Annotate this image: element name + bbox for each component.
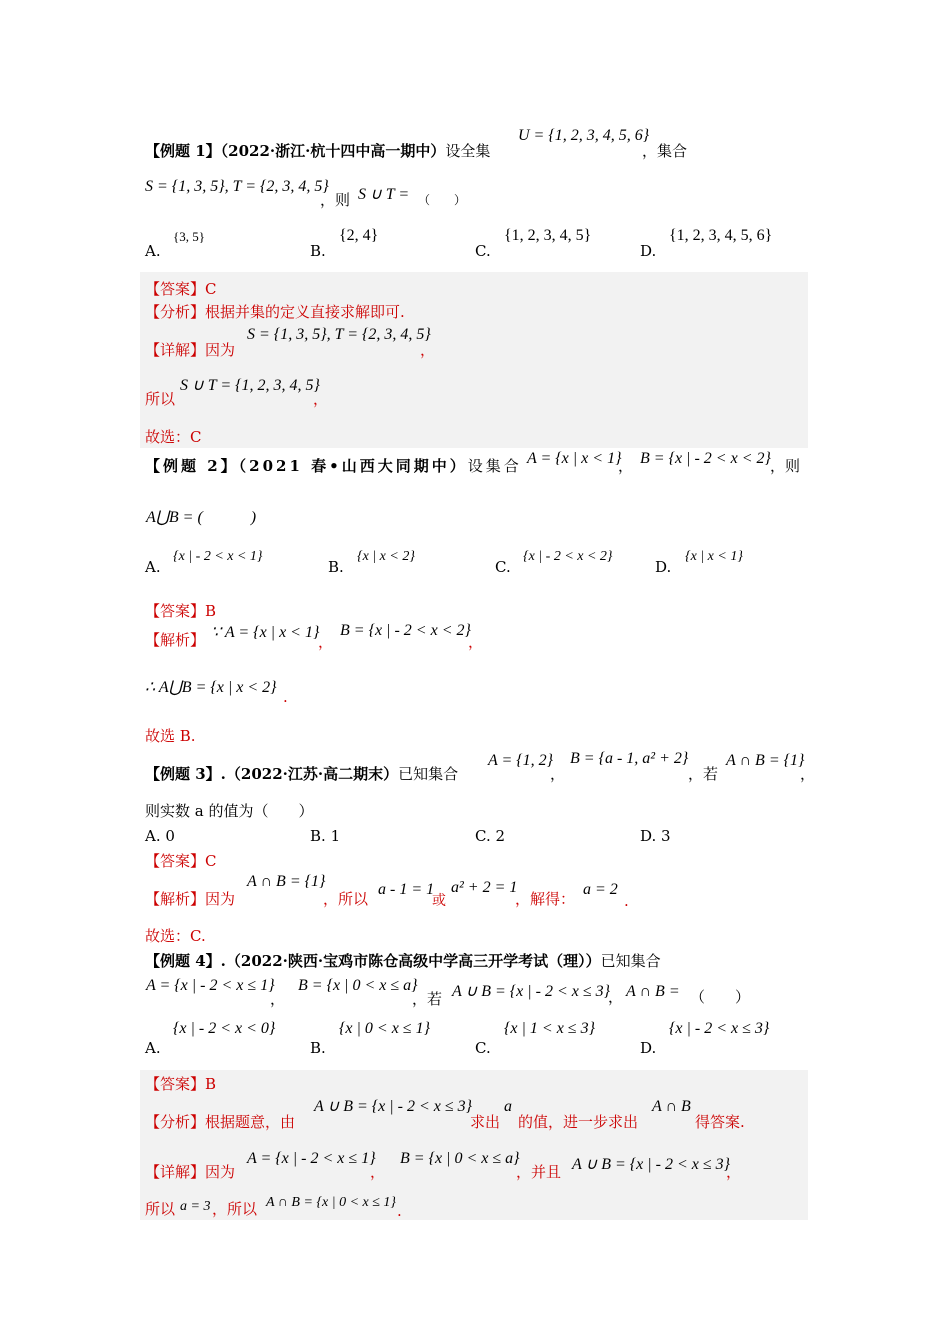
q3-lead: 已知集合 bbox=[398, 765, 459, 783]
q4-option-c-label: C. bbox=[475, 1039, 491, 1057]
q1-option-d-label: D. bbox=[640, 242, 657, 260]
q3-so: ，所以 bbox=[323, 890, 369, 908]
q3-header bbox=[145, 764, 458, 784]
q4-tag: 【例题 4】. bbox=[145, 952, 226, 970]
q3-cond: A ∩ B = {1} bbox=[726, 752, 805, 769]
q1-option-d: {1, 2, 3, 4, 5, 6} bbox=[669, 227, 773, 244]
q4-option-d: {x | - 2 < x ≤ 3} bbox=[669, 1020, 770, 1037]
q1-option-c-label: C. bbox=[475, 242, 491, 260]
q2-option-b-label: B. bbox=[328, 558, 344, 576]
q4-option-b: {x | 0 < x ≤ 1} bbox=[339, 1020, 430, 1037]
q2-option-a-label: A. bbox=[145, 558, 161, 576]
q2-header bbox=[145, 456, 522, 476]
q3-option-d-wrap bbox=[640, 826, 671, 846]
q2-jx-comma1: ， bbox=[318, 633, 334, 651]
q3-choose: 故选：C. bbox=[145, 927, 206, 945]
q2-jx-comma2: ， bbox=[468, 633, 484, 651]
q1-option-c: {1, 2, 3, 4, 5} bbox=[504, 227, 592, 244]
q2-jx-expr2: B = {x | - 2 < x < 2} bbox=[340, 622, 471, 639]
q4-so-label: 所以 bbox=[145, 1200, 176, 1218]
q4-paren: （ ） bbox=[690, 988, 751, 1006]
q4-detail-label: 【详解】因为 bbox=[145, 1163, 236, 1181]
q3-tag: 【例题 3】. bbox=[145, 765, 226, 783]
q3-source: （2022·江苏·高二期末） bbox=[225, 765, 399, 783]
q3-line2: 则实数 a 的值为（ ） bbox=[145, 802, 314, 820]
q1-choose: 故选：C bbox=[145, 428, 202, 446]
q4-header bbox=[145, 951, 661, 971]
q3-eq1: a - 1 = 1 bbox=[378, 881, 435, 898]
q4-so-res: A ∩ B = {x | 0 < x ≤ 1} bbox=[266, 1195, 397, 1210]
q4-so-a: a = 3 bbox=[180, 1199, 211, 1214]
q3-option-a-label: A. bbox=[145, 827, 161, 845]
q2-therefore: ∴ A⋃B = {x | x < 2} bbox=[145, 679, 277, 696]
q4-analysis-mid2: 的值，进一步求出 bbox=[518, 1113, 639, 1131]
q2-option-c: {x | - 2 < x < 2} bbox=[523, 549, 613, 564]
q1-lead: 设全集 bbox=[445, 142, 491, 160]
q3-res: a = 2 bbox=[583, 881, 618, 898]
q4-option-a: {x | - 2 < x < 0} bbox=[173, 1020, 276, 1037]
q3-if: ，若 bbox=[688, 765, 719, 783]
q3-set-a: A = {1, 2} bbox=[488, 752, 554, 769]
q1-so-label: 所以 bbox=[145, 390, 176, 408]
q3-comma2: ， bbox=[800, 765, 816, 783]
q3-option-b-label: B. bbox=[310, 827, 326, 845]
q1-header bbox=[145, 141, 490, 161]
q2-jx-label: 【解析】 bbox=[145, 631, 206, 649]
q1-analysis: 【分析】根据并集的定义直接求解即可. bbox=[145, 303, 405, 321]
q4-detail-comma: ， bbox=[370, 1163, 386, 1181]
q2-option-a: {x | - 2 < x < 1} bbox=[173, 549, 263, 564]
q4-option-a-label: A. bbox=[145, 1039, 161, 1057]
q3-option-b-wrap bbox=[310, 826, 340, 846]
q4-detail-union: A ∪ B = {x | - 2 < x ≤ 3} bbox=[572, 1156, 731, 1173]
q3-answer: 【答案】C bbox=[145, 852, 217, 870]
q2-set-b: B = {x | - 2 < x < 2} bbox=[640, 450, 771, 467]
q4-so-period: . bbox=[397, 1202, 402, 1220]
q3-option-c: 2 bbox=[495, 827, 506, 845]
q1-option-b: {2, 4} bbox=[339, 227, 379, 244]
q4-detail-comma2: ， bbox=[726, 1163, 742, 1181]
q1-paren: （ ） bbox=[418, 193, 467, 207]
q1-mid: ，集合 bbox=[642, 142, 688, 160]
q4-set-a: A = {x | - 2 < x ≤ 1} bbox=[146, 977, 275, 994]
q4-analysis-expr2: A ∩ B bbox=[652, 1098, 691, 1115]
q3-option-b: 1 bbox=[330, 827, 341, 845]
q3-or: 或 bbox=[432, 893, 446, 909]
q2-then: ，则 bbox=[770, 457, 801, 475]
q2-set-a: A = {x | x < 1} bbox=[527, 450, 622, 467]
q4-option-c: {x | 1 < x ≤ 3} bbox=[504, 1020, 595, 1037]
q4-set-b: B = {x | 0 < x ≤ a} bbox=[298, 977, 418, 994]
q4-option-d-label: D. bbox=[640, 1039, 657, 1057]
q2-comma: ， bbox=[618, 457, 634, 475]
q3-option-c-label: C. bbox=[475, 827, 491, 845]
q4-if: ，若 bbox=[412, 990, 443, 1008]
q4-expr: A ∩ B = bbox=[626, 983, 680, 1000]
q1-so-comma: ， bbox=[313, 390, 329, 408]
q4-analysis-end: 得答案. bbox=[695, 1113, 745, 1131]
q4-detail-b: B = {x | 0 < x ≤ a} bbox=[400, 1150, 520, 1167]
q4-analysis-a: a bbox=[504, 1098, 512, 1115]
q4-detail-and: ，并且 bbox=[516, 1163, 562, 1181]
q4-analysis-mid: 求出 bbox=[470, 1113, 501, 1131]
q3-comma: ， bbox=[550, 765, 566, 783]
q1-option-a-label: A. bbox=[145, 242, 161, 260]
q2-answer: 【答案】B bbox=[145, 602, 217, 620]
q2-period: . bbox=[283, 688, 288, 706]
q4-analysis-label: 【分析】根据题意，由 bbox=[145, 1113, 296, 1131]
q2-option-d-label: D. bbox=[655, 558, 672, 576]
q3-option-a: 0 bbox=[165, 827, 175, 845]
q2-lead: 设集合 bbox=[467, 457, 522, 475]
q1-solution-box bbox=[140, 272, 808, 448]
q1-tag: 【例题 1】 bbox=[145, 142, 221, 160]
q2-jx-expr1: ∵ A = {x | x < 1} bbox=[211, 624, 320, 641]
q3-jx-expr: A ∩ B = {1} bbox=[247, 873, 326, 890]
q2-option-c-label: C. bbox=[495, 558, 511, 576]
q3-option-d-label: D. bbox=[640, 827, 657, 845]
q1-then: ，则 bbox=[320, 191, 351, 209]
q2-expr: A⋃B = ( ) bbox=[146, 509, 257, 526]
q3-options bbox=[145, 826, 175, 846]
q3-jx-label: 【解析】因为 bbox=[145, 890, 236, 908]
q1-so-expr: S ∪ T = {1, 2, 3, 4, 5} bbox=[180, 377, 320, 394]
q1-answer: 【答案】C bbox=[145, 280, 217, 298]
q4-lead: 已知集合 bbox=[600, 952, 661, 970]
q2-tag: 【例题 2】 bbox=[145, 457, 239, 475]
q1-universal-set: U = {1, 2, 3, 4, 5, 6} bbox=[518, 127, 650, 144]
q1-detail-expr: S = {1, 3, 5}, T = {2, 3, 4, 5} bbox=[247, 326, 431, 343]
q3-option-c-wrap bbox=[475, 826, 505, 846]
q4-source: （2022·陕西·宝鸡市陈仓高级中学高三开学考试（理）） bbox=[225, 952, 601, 970]
q4-answer: 【答案】B bbox=[145, 1075, 217, 1093]
q2-source: （2021 春•山西大同期中） bbox=[238, 457, 468, 475]
q4-comma1: ， bbox=[270, 990, 286, 1008]
q3-eq2: a² + 2 = 1 bbox=[451, 879, 518, 896]
q1-option-b-label: B. bbox=[310, 242, 326, 260]
q4-cond: A ∪ B = {x | - 2 < x ≤ 3} bbox=[452, 983, 611, 1000]
q1-option-a: {3, 5} bbox=[173, 229, 205, 244]
q4-comma2: ， bbox=[608, 988, 624, 1006]
q4-solution-box bbox=[140, 1070, 808, 1220]
q2-option-d: {x | x < 1} bbox=[685, 549, 743, 564]
q2-choose: 故选 B. bbox=[145, 727, 196, 745]
q4-so2: ，所以 bbox=[212, 1200, 258, 1218]
q1-expr: S ∪ T = bbox=[358, 186, 410, 203]
q1-sets-st: S = {1, 3, 5}, T = {2, 3, 4, 5} bbox=[145, 178, 329, 195]
q4-analysis-expr: A ∪ B = {x | - 2 < x ≤ 3} bbox=[314, 1098, 473, 1115]
q4-option-b-label: B. bbox=[310, 1039, 326, 1057]
q1-source: （2022·浙江·杭十四中高一期中） bbox=[220, 142, 446, 160]
q3-set-b: B = {a - 1, a² + 2} bbox=[570, 750, 689, 767]
q3-solve: ，解得： bbox=[515, 890, 576, 908]
q2-option-b: {x | x < 2} bbox=[357, 549, 415, 564]
q3-period: . bbox=[624, 892, 629, 910]
q1-detail-label: 【详解】因为 bbox=[145, 341, 236, 359]
q4-detail-a: A = {x | - 2 < x ≤ 1} bbox=[247, 1150, 376, 1167]
q3-option-d: 3 bbox=[661, 827, 671, 845]
q1-detail-comma: ， bbox=[420, 341, 436, 359]
